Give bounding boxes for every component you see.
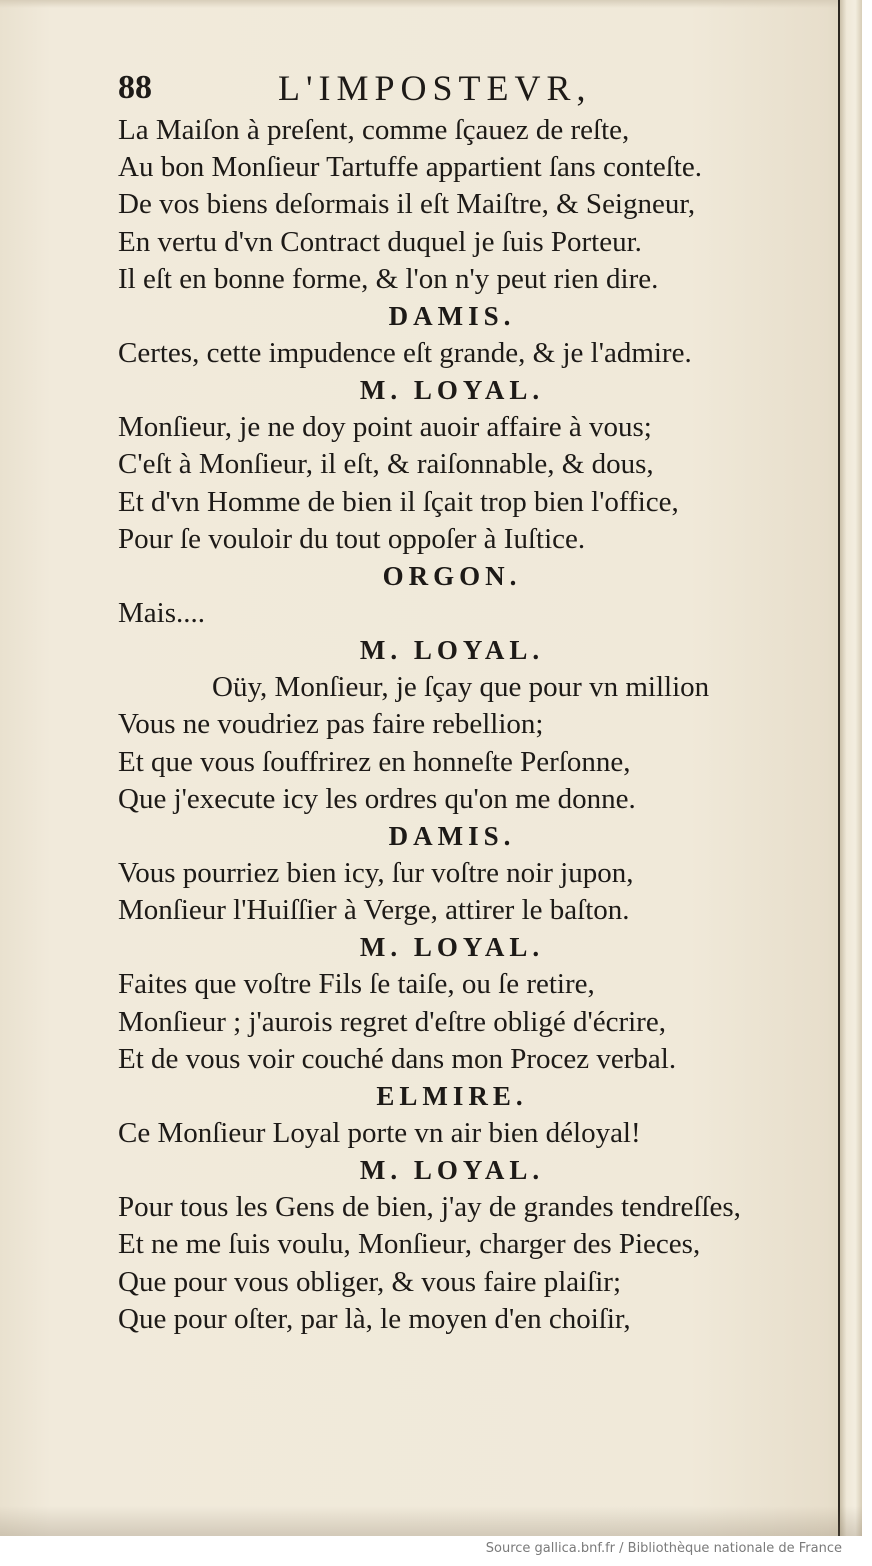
verse-line: Que j'execute icy les ordres qu'on me donne.	[118, 782, 636, 815]
speaker-name: ORGON.	[382, 561, 522, 592]
verse-line: Et ne me ſuis voulu, Monſieur, charger des Pieces,	[118, 1228, 701, 1261]
verse-line: Il eſt en bonne forme, & l'on n'y peut rien dire.	[118, 262, 659, 295]
verse-line: Et que vous ſouffrirez en honneſte Perſonne,	[118, 745, 631, 778]
page-number: 88	[118, 69, 152, 106]
verse-line: Pour tous les Gens de bien, j'ay de grandes tendreſſes,	[118, 1191, 741, 1224]
verse-line: Que pour vous obliger, & vous faire plaiſir;	[118, 1265, 622, 1298]
verse-line: Au bon Monſieur Tartuffe appartient ſans conteſte.	[118, 151, 702, 184]
verse-line: Oüy, Monſieur, je ſçay que pour vn million	[212, 671, 710, 704]
verse-line: La Maiſon à preſent, comme ſçauez de reſte,	[118, 114, 630, 146]
running-title: L'IMPOSTEVR,	[278, 68, 592, 108]
speaker-name: M. LOYAL.	[359, 932, 545, 963]
verse-line: Pour ſe vouloir du tout oppoſer à Iuſtice.	[118, 522, 586, 555]
verse-line: Monſieur ; j'aurois regret d'eſtre obligé d'écrire,	[118, 1005, 666, 1038]
verse-line: Certes, cette impudence eſt grande, & je l'admire.	[118, 337, 692, 370]
verse-line: De vos biens deſormais il eſt Maiſtre, & Seigneur,	[118, 188, 696, 221]
verse-line: Et d'vn Homme de bien il ſçait trop bien l'office,	[118, 485, 679, 518]
speaker-name: DAMIS.	[388, 301, 516, 332]
verse-line: Ce Monſieur Loyal porte vn air bien déloyal!	[118, 1117, 641, 1150]
speaker-name: M. LOYAL.	[359, 635, 545, 666]
next-page-edge	[838, 0, 862, 1536]
verse-line: Vous pourriez bien icy, ſur voſtre noir jupon,	[118, 857, 634, 890]
verse-line: C'eſt à Monſieur, il eſt, & raiſonnable, & dous,	[118, 448, 654, 481]
verse-line: Faites que voſtre Fils ſe taiſe, ou ſe retire,	[118, 968, 595, 1001]
verse-line: Vous ne voudriez pas faire rebellion;	[118, 708, 544, 741]
verse-line: Mais....	[118, 597, 205, 630]
speaker-name: M. LOYAL.	[359, 375, 545, 406]
verse-line: En vertu d'vn Contract duquel je ſuis Porteur.	[118, 225, 642, 258]
verse-blocks	[118, 112, 818, 1338]
verse-line: Monſieur, je ne doy point auoir affaire à vous;	[118, 411, 652, 444]
page-bottom-shadow	[0, 1506, 862, 1536]
speaker-name: M. LOYAL.	[359, 1155, 545, 1186]
page-top-edge	[0, 0, 862, 8]
speaker-name: DAMIS.	[388, 821, 516, 852]
source-credit: Source gallica.bnf.fr / Bibliothèque nationale de France	[485, 1541, 842, 1556]
page-text	[118, 68, 818, 1338]
verse-line: Que pour oſter, par là, le moyen d'en choiſir,	[118, 1302, 631, 1335]
verse-line: Monſieur l'Huiſſier à Verge, attirer le baſton.	[118, 894, 630, 927]
running-head	[118, 68, 818, 112]
speaker-name: ELMIRE.	[376, 1081, 528, 1112]
verse-line: Et de vous voir couché dans mon Procez verbal.	[118, 1042, 677, 1075]
